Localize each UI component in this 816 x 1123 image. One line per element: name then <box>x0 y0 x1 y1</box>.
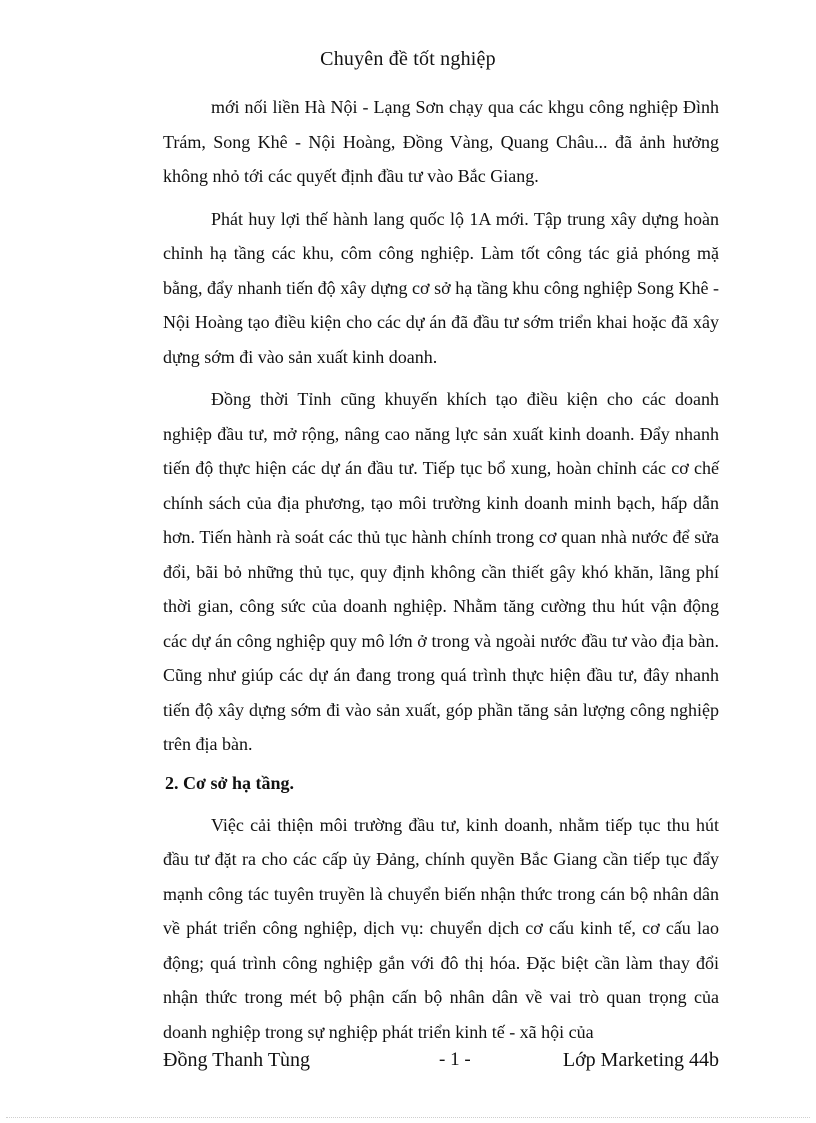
section-heading: 2. Cơ sở hạ tầng. <box>165 772 294 793</box>
section-paragraph: Việc cải thiện môi trường đầu tư, kinh doanh, nhằm tiếp tục thu hút đầu tư đặt ra cho các cấp ủy Đảng, chính quyền Bắc Giang cần tiếp tục đẩy mạnh công tác tuyên truyền là chuyển biến nhận thức trong cán bộ nhân dân về phát triển công nghiệp, dịch vụ: chuyển dịch cơ cấu kinh tế, cơ cấu lao động; quá trình công nghiệp gắn với đô thị hóa. Đặc biệt cần làm thay đổi nhận thức trong mét bộ phận cấn bộ nhân dân về vai trò quan trọng của doanh nghiệp trong sự nghiệp phát triển kinh tế - xã hội của <box>163 814 719 1042</box>
footer-page-number: - 1 - <box>439 1049 471 1070</box>
footer-class-name: Lớp Marketing 44b <box>562 1049 719 1071</box>
page-footer <box>163 1049 719 1079</box>
document-body <box>163 90 719 1057</box>
page-header-title: Chuyên đề tốt nghiệp <box>320 48 496 70</box>
page-bottom-edge <box>6 1117 810 1118</box>
paragraph-3: Đồng thời Tỉnh cũng khuyến khích tạo điều kiện cho các doanh nghiệp đầu tư, mở rộng, nâng cao năng lực sản xuất kinh doanh. Đẩy nhanh tiến độ thực hiện các dự án đầu tư. Tiếp tục bổ xung, hoàn chỉnh các cơ chế chính sách của địa phương, tạo môi trường kinh doanh minh bạch, hấp dẫn hơn. Tiến hành rà soát các thủ tục hành chính trong cơ quan nhà nước để sửa đổi, bãi bỏ những thủ tục, quy định không cần thiết gây khó khăn, lãng phí thời gian, công sức của doanh nghiệp. Nhằm tăng cường thu hút vận động các dự án công nghiệp quy mô lớn ở trong và ngoài nước đầu tư vào địa bàn. Cũng như giúp các dự án đang trong quá trình thực hiện đầu tư, đây nhanh tiến độ xây dựng sớm đi vào sản xuất, góp phần tăng sản lượng công nghiệp trên địa bàn. <box>163 389 719 754</box>
paragraph-1: mới nối liền Hà Nội - Lạng Sơn chạy qua các khgu công nghiệp Đình Trám, Song Khê - Nội Hoàng, Đồng Vàng, Quang Châu... đã ảnh hưởng không nhỏ tới các quyết định đầu tư vào Bắc Giang. <box>163 97 719 186</box>
footer-author: Đồng Thanh Tùng <box>163 1049 311 1071</box>
paragraph-2: Phát huy lợi thế hành lang quốc lộ 1A mới. Tập trung xây dựng hoàn chỉnh hạ tầng các khu, côm công nghiệp. Làm tốt công tác giả phóng mặ bằng, đẩy nhanh tiến độ xây dựng cơ sở hạ tầng khu công nghiệp Song Khê - Nội Hoàng tạo điều kiện cho các dự án đã đầu tư sớm triển khai hoặc đã xây dựng sớm đi vào sản xuất kinh doanh. <box>163 208 719 367</box>
